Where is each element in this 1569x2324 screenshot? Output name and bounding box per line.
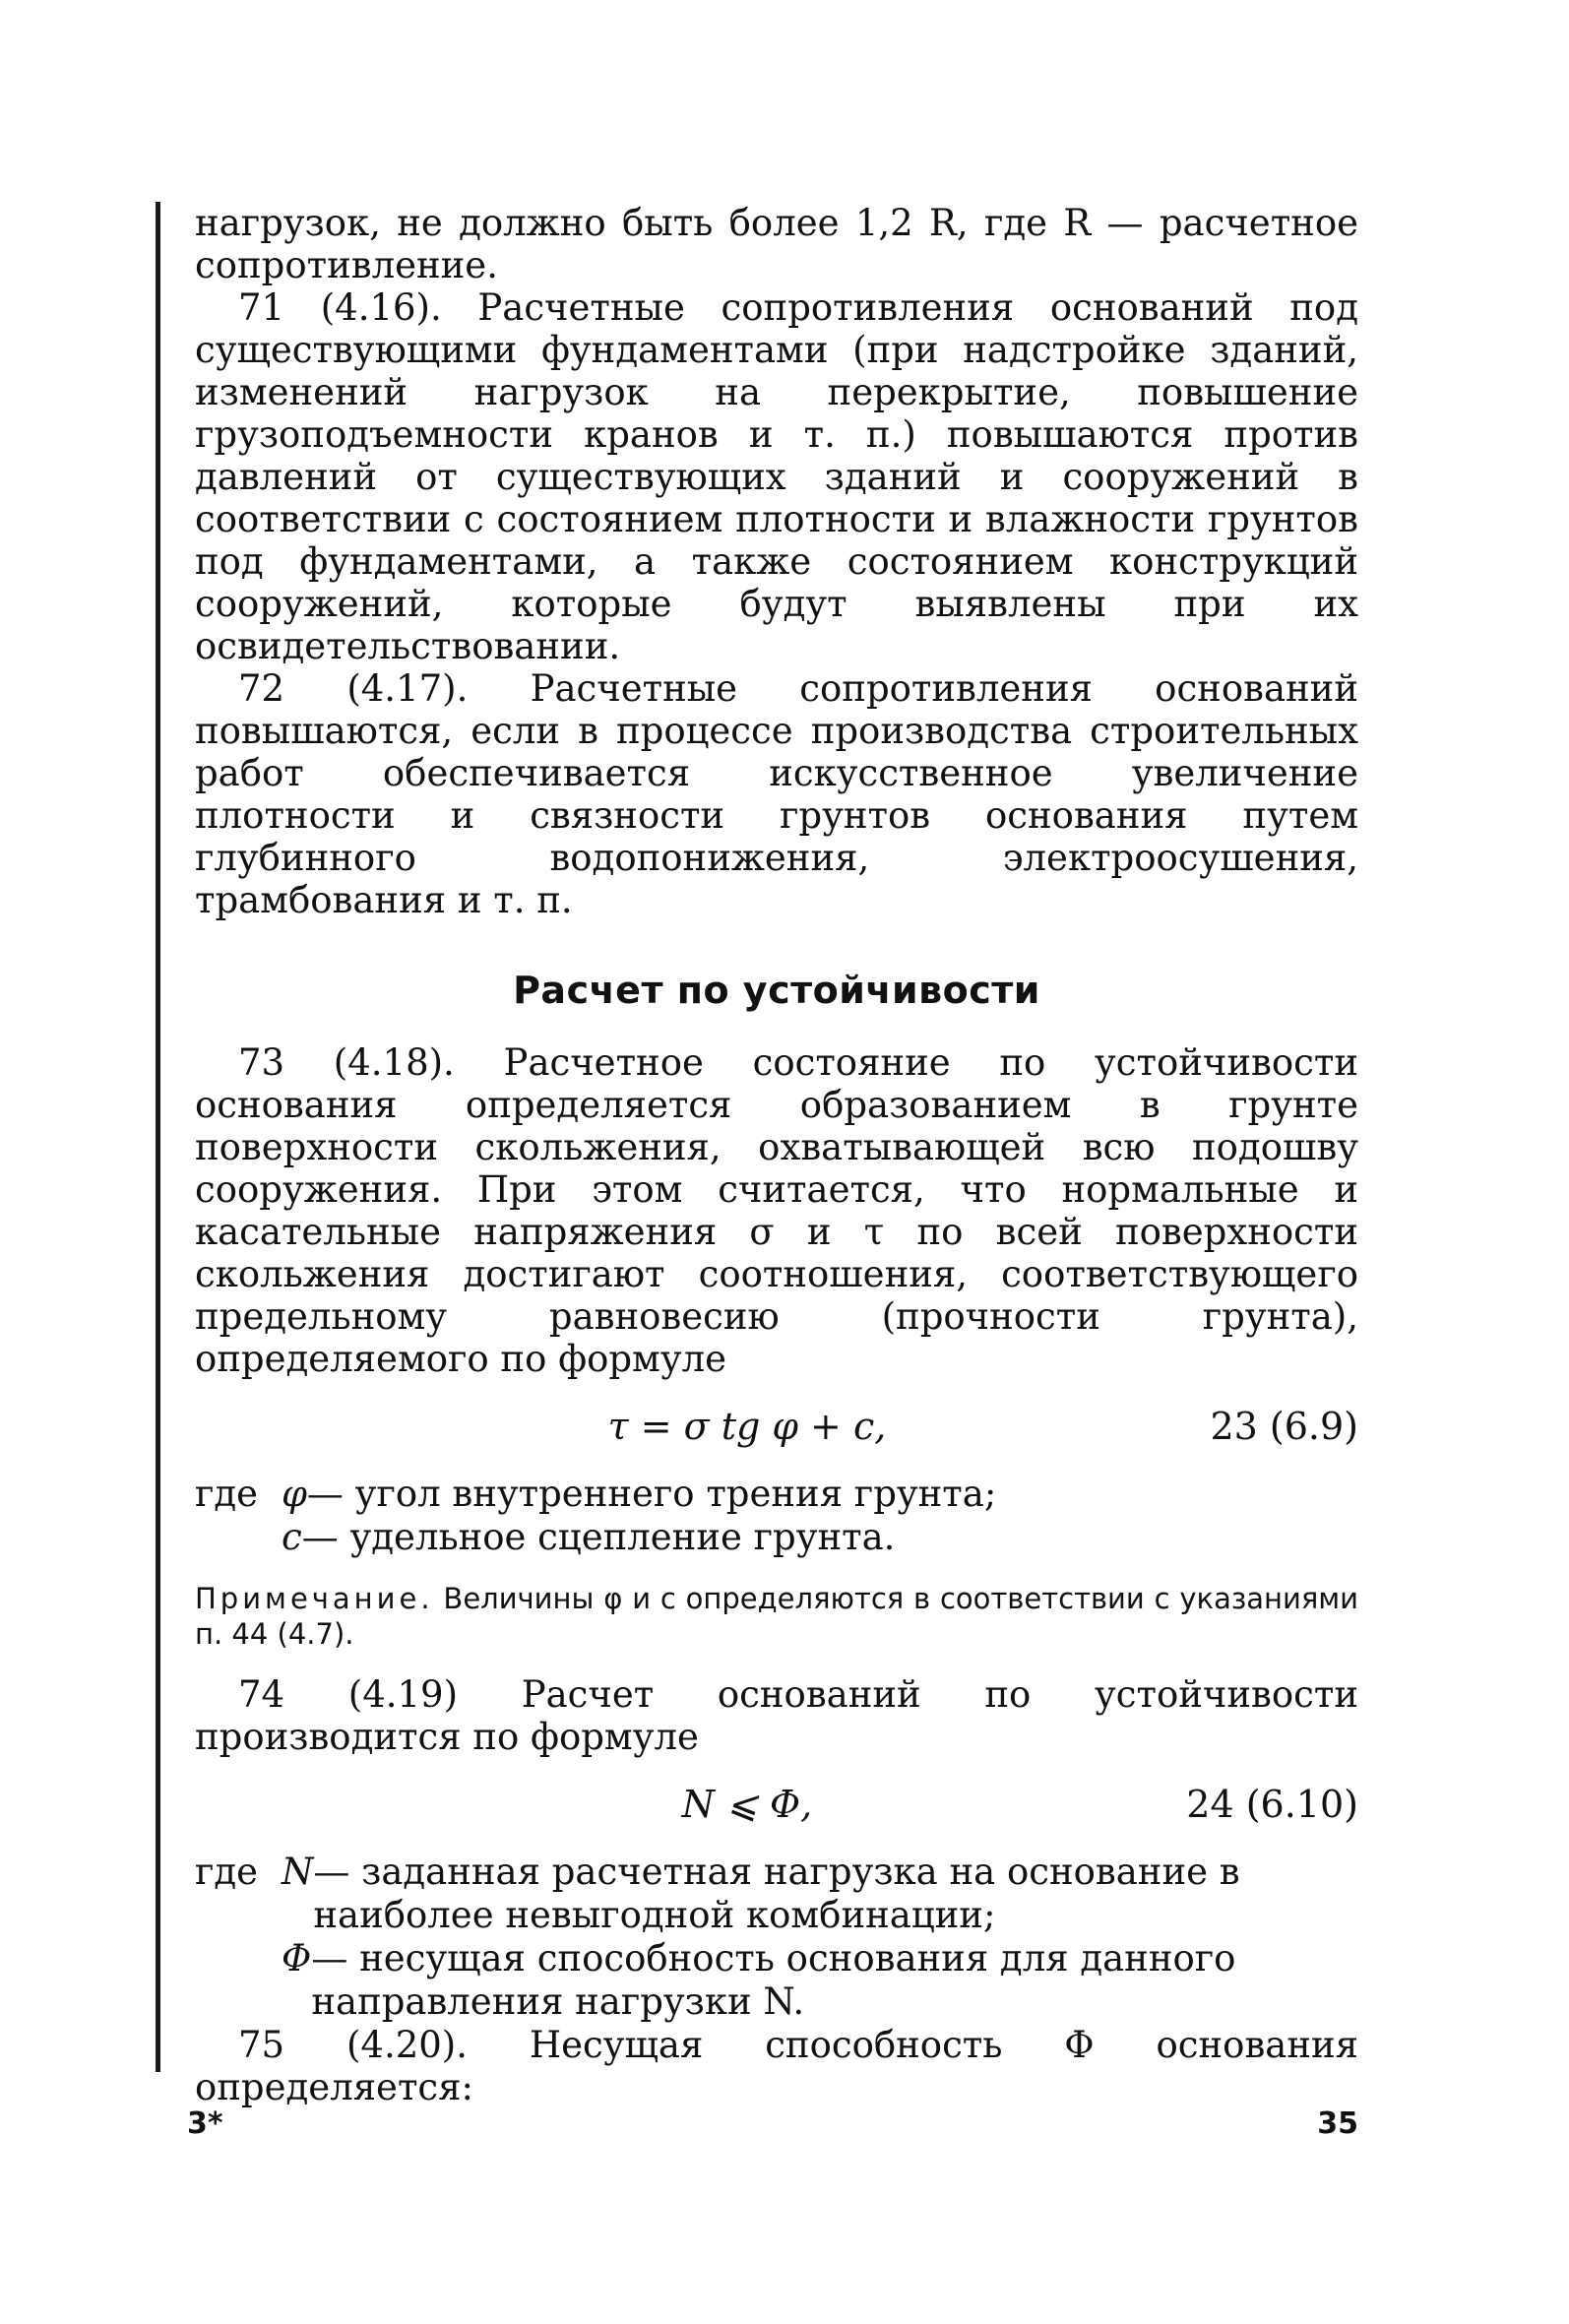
page-footer [187, 2106, 1358, 2141]
where-2-row-phi [195, 1937, 1358, 2024]
paragraph-73: 73 (4.18). Расчетное состояние по устойчивости основания определяется образованием в грунте поверхности скольжения, охватывающей всю подошву сооружения. При этом считается, что нормальные и касательные напряжения σ и τ по всей поверхности скольжения достигают соотношения, соответствующего предельному равновесию (прочности грунта), определяемого по формуле [195, 1041, 1358, 1380]
where-definition: — угол внутреннего трения грунта; [306, 1473, 997, 1515]
paragraph-continuation: нагрузок, не должно быть более 1,2 R, где R — расчетное сопротивление. [195, 202, 1358, 286]
note-text: Величины φ и c определяются в соответствии с указаниями п. 44 (4.7). [195, 1582, 1359, 1651]
formula-24-number: 24 (6.10) [1186, 1783, 1358, 1826]
where-2-row-n [195, 1851, 1358, 1937]
page-body [195, 202, 1358, 2108]
where-block-2 [195, 1851, 1358, 2024]
paragraph-71: 71 (4.16). Расчетные сопротивления оснований под существующими фундаментами (при надстройке зданий, изменений нагрузок на перекрытие, повышение грузоподъемности кранов и т. п.) повышаются против давлений от существующих зданий и сооружений в соответствии с состоянием плотности и влажности грунтов под фундаментами, а также состоянием конструкций сооружений, которые будут выявлены при их освидетельствовании. [195, 286, 1358, 667]
where-lead [195, 1516, 282, 1559]
note-label: Примечание. [195, 1582, 434, 1615]
where-symbol: Φ [282, 1937, 312, 1979]
where-symbol: c [282, 1516, 302, 1558]
where-definition: — удельное сцепление грунта. [301, 1516, 896, 1558]
paragraph-72: 72 (4.17). Расчетные сопротивления оснований повышаются, если в процессе производства строительных работ обеспечивается искусственное увеличение плотности и связности грунтов основания путем глубинного водопонижения, электроосушения, трамбования и т. п. [195, 667, 1358, 921]
paragraph-75: 75 (4.20). Несущая способность Φ основания определяется: [195, 2024, 1358, 2108]
note [195, 1581, 1358, 1652]
where-lead: где [195, 1473, 259, 1515]
formula-24 [195, 1780, 1358, 1829]
formula-24-expression: N ⩽ Φ, [681, 1783, 813, 1826]
signature-mark: 3* [187, 2106, 223, 2141]
where-lead: где [195, 1851, 259, 1893]
where-block-1 [195, 1473, 1358, 1559]
formula-23-number: 23 (6.9) [1210, 1405, 1358, 1448]
page-number: 35 [1317, 2106, 1358, 2141]
where-symbol: N [282, 1851, 314, 1893]
formula-23-expression: τ = σ tg φ + c, [607, 1405, 887, 1448]
formula-23 [195, 1402, 1358, 1451]
where-1-row-phi [195, 1473, 1358, 1516]
paragraph-74: 74 (4.19) Расчет оснований по устойчивости производится по формуле [195, 1673, 1358, 1758]
where-1-row-c [195, 1516, 1358, 1559]
where-definition: — несущая способность основания для данного направления нагрузки N. [311, 1937, 1236, 2023]
where-definition: — заданная расчетная нагрузка на основание в наиболее невыгодной комбинации; [313, 1851, 1240, 1936]
where-lead [195, 1937, 282, 2024]
section-heading: Расчет по устойчивости [513, 969, 1040, 1012]
margin-bar [156, 202, 160, 2072]
where-symbol: φ [282, 1473, 307, 1515]
